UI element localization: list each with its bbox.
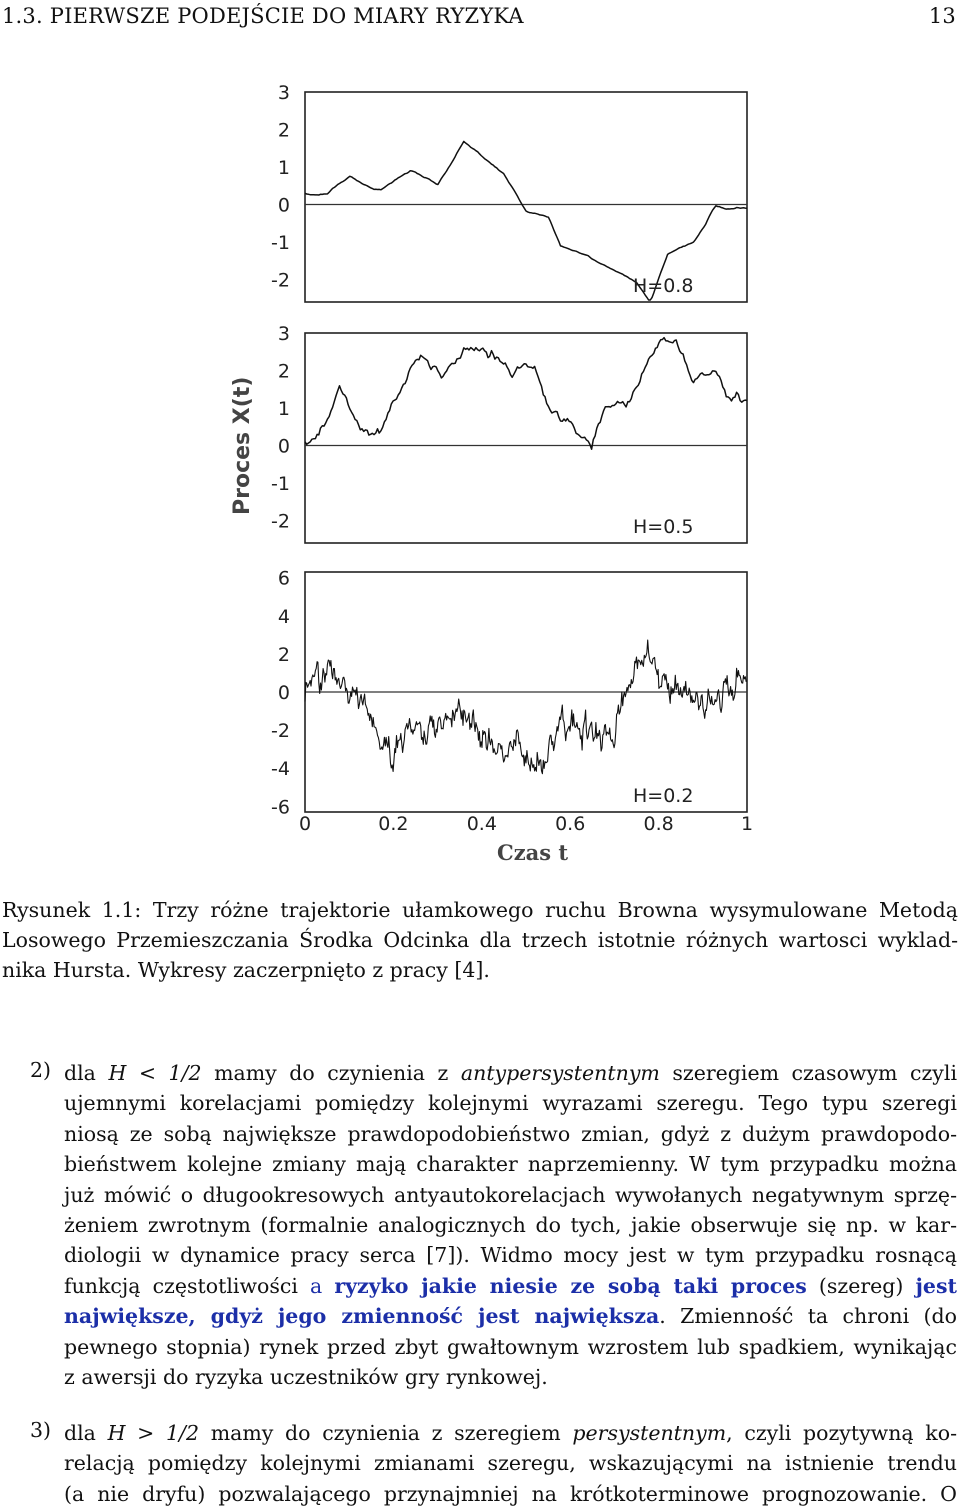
x-tick-label: 0.2 — [378, 813, 409, 835]
y-tick-label: -1 — [271, 232, 290, 254]
hurst-label: H=0.5 — [633, 516, 694, 538]
y-tick-label: 2 — [277, 119, 290, 142]
caption-line: nika Hursta. Wykresy zaczerpnięto z pracy [4]. — [2, 958, 490, 982]
y-tick-label: 6 — [277, 567, 290, 590]
y-tick-label: -2 — [271, 269, 290, 292]
paragraph-line: pewnego stopnia) rynek przed zbyt gwałtownym wzrostem lub spadkiem, wynikając — [64, 1334, 957, 1359]
paragraph-line: niosą ze sobą największe prawdopodobieństwo zmian, gdyż z dużym prawdopodo- — [64, 1121, 957, 1146]
item-label: 3) — [30, 1418, 52, 1442]
y-tick-label: 1 — [277, 398, 290, 420]
series-line — [305, 338, 747, 450]
y-axis-label: Proces X(t) — [230, 376, 255, 515]
paragraph-line: bieństwem kolejne zmiany mają charakter naprzemienny. W tym przypadku można — [64, 1152, 957, 1177]
item-3-paragraph — [64, 1418, 957, 1509]
y-tick-label: -2 — [271, 720, 290, 743]
paragraph-line: żeniem zwrotnym (formalnie analogicznych do tych, jakie obserwuje się np. w kar- — [64, 1213, 957, 1238]
math-h-less: H < 1/2 — [108, 1061, 202, 1085]
x-tick-label: 0.8 — [643, 813, 674, 835]
y-tick-label: 4 — [277, 605, 290, 628]
math-h-greater: H > 1/2 — [107, 1421, 200, 1445]
item-label: 2) — [30, 1058, 52, 1082]
paragraph-line: funkcją częstotliwości a ryzyko jakie niesie ze sobą taki proces (szereg) jest — [64, 1273, 957, 1298]
y-tick-label: 1 — [277, 157, 290, 179]
y-tick-label: -1 — [271, 473, 290, 495]
paragraph-line: dla H < 1/2 mamy do czynienia z antypersystentnym szeregiem czasowym czyli — [64, 1061, 957, 1085]
item-2-paragraph — [64, 1058, 957, 1392]
y-tick-label: 3 — [277, 323, 290, 345]
hurst-label: H=0.2 — [633, 785, 694, 807]
highlight-volatility: największe, gdyż jego zmienność jest największa — [64, 1304, 660, 1329]
panel-h05 — [271, 323, 747, 543]
x-tick-label: 0.4 — [466, 813, 497, 835]
y-tick-label: -6 — [271, 796, 290, 819]
paragraph-line: relacją pomiędzy kolejnymi zmianami szeregu, wskazującymi na istnienie trendu — [64, 1451, 957, 1476]
y-tick-label: 0 — [277, 682, 290, 704]
paragraph-line: (a nie dryfu) pozwalającego przynajmniej na krótkoterminowe prognozowanie. O — [64, 1481, 957, 1506]
y-tick-label: 0 — [277, 435, 290, 458]
panel-h08 — [271, 82, 747, 302]
hurst-label: H=0.8 — [633, 275, 694, 297]
paragraph-line: już mówić o długookresowych antyautokorelacjach wywołanych negatywnym sprzę- — [64, 1182, 957, 1207]
x-tick-label: 0.6 — [555, 813, 586, 835]
x-axis-label: Czas t — [497, 840, 569, 865]
term-persystentnym: persystentnym — [572, 1421, 727, 1445]
panel-h02 — [271, 568, 753, 835]
x-tick-label: 1 — [740, 813, 754, 835]
y-tick-label: 3 — [277, 82, 290, 104]
section-title: 1.3. PIERWSZE PODEJŚCIE DO MIARY RYZYKA — [2, 4, 524, 28]
x-tick-label: 0 — [298, 813, 312, 835]
plot-frame — [305, 92, 747, 302]
paragraph-line: z awersji do ryzyka uczestników gry rynkowej. — [64, 1365, 548, 1390]
term-antypersystentnym: antypersystentnym — [460, 1061, 660, 1085]
paragraph-line: dla H > 1/2 mamy do czynienia z szeregiem persystentnym, czyli pozytywną ko- — [64, 1421, 958, 1445]
y-tick-label: 0 — [277, 194, 290, 217]
highlight-risk: ryzyko jakie niesie ze sobą taki proces — [334, 1273, 807, 1298]
caption-line: Losowego Przemieszczania Środka Odcinka dla trzech istotnie różnych wartosci wyklad- — [2, 928, 958, 952]
y-tick-label: 2 — [277, 360, 290, 383]
page-number: 13 — [928, 4, 956, 28]
y-tick-label: 2 — [277, 643, 290, 666]
paragraph-line: ujemnymi korelacjami pomiędzy kolejnymi wyrazami szeregu. Tego typu szeregi — [64, 1091, 957, 1116]
paragraph-line: diologii w dynamice pracy serca [7]). Widmo mocy jest w tym przypadku rosnącą — [64, 1243, 957, 1268]
y-tick-label: -4 — [271, 758, 290, 781]
paragraph-line: największe, gdyż jego zmienność jest największa. Zmienność ta chroni (do — [64, 1304, 957, 1329]
caption-line: Rysunek 1.1: Trzy różne trajektorie ułamkowego ruchu Browna wysymulowane Metodą — [2, 898, 958, 922]
series-line — [305, 640, 747, 774]
y-tick-label: -2 — [271, 510, 290, 533]
figure-caption — [2, 895, 958, 985]
